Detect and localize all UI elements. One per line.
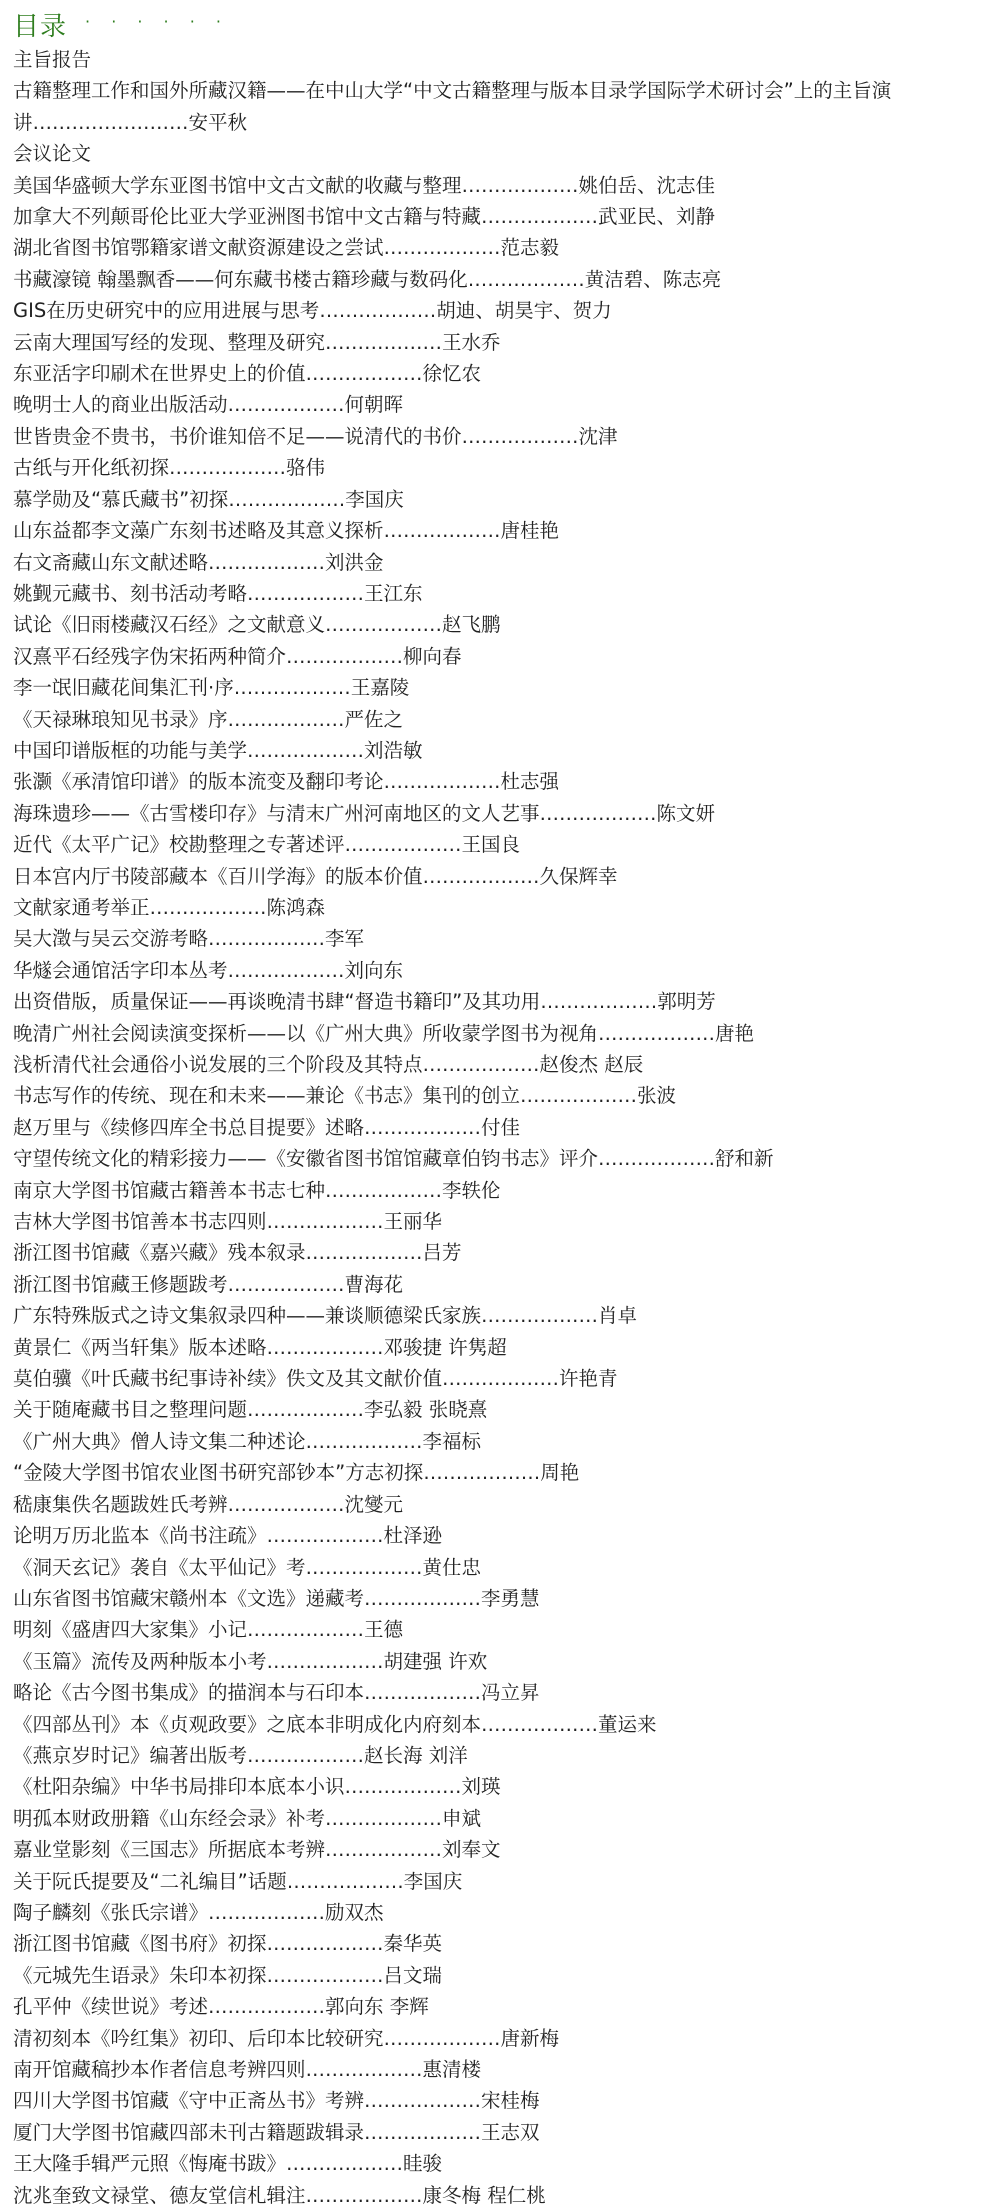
toc-entry xyxy=(13,1394,983,1425)
toc-entry-link[interactable]: 《玉篇》流传及两种版本小考………………胡建强 许欢 xyxy=(13,1649,488,1673)
toc-entry-link[interactable]: 赵万里与《续修四库全书总目提要》述略………………付佳 xyxy=(13,1115,521,1139)
toc-entry xyxy=(13,1771,983,1802)
toc-entry-link[interactable]: 浙江图书馆藏《图书府》初探………………秦华英 xyxy=(13,1932,443,1956)
toc-entry xyxy=(13,766,983,797)
toc-entry-link[interactable]: 黄景仁《两当轩集》版本述略………………邓骏捷 许隽超 xyxy=(13,1335,507,1359)
toc-entry xyxy=(13,1960,983,1991)
toc-entry xyxy=(13,1175,983,1206)
toc-entry xyxy=(13,1520,983,1551)
toc-entry-link[interactable]: 《广州大典》僧人诗文集二种述论………………李福标 xyxy=(13,1429,482,1453)
toc-entry xyxy=(13,2148,983,2179)
toc-entry-link[interactable]: 晚明士人的商业出版活动………………何朝晖 xyxy=(13,393,404,417)
toc-entry-link[interactable]: 略论《古今图书集成》的描润本与石印本………………冯立昇 xyxy=(13,1681,540,1705)
toc-entry xyxy=(13,547,983,578)
toc-entry-link[interactable]: 《洞天玄记》袭自《太平仙记》考………………黄仕忠 xyxy=(13,1555,482,1579)
toc-entry-link[interactable]: 浙江图书馆藏王修题跋考………………曹海花 xyxy=(13,1272,404,1296)
toc-entry-link[interactable]: 浅析清代社会通俗小说发展的三个阶段及其特点………………赵俊杰 赵辰 xyxy=(13,1053,644,1076)
toc-entry xyxy=(13,264,983,295)
toc-entry xyxy=(13,1897,983,1928)
toc-entry-link[interactable]: 山东省图书馆藏宋赣州本《文选》递藏考………………李勇慧 xyxy=(13,1586,540,1610)
toc-title: 目录 xyxy=(13,12,68,42)
toc-entry-link[interactable]: 华燧会通馆活字印本丛考………………刘向东 xyxy=(13,958,404,982)
toc-entry xyxy=(13,515,983,546)
toc-entry-link[interactable]: 古纸与开化纸初探………………骆伟 xyxy=(13,456,326,480)
toc-entry-link[interactable]: 明刻《盛唐四大家集》小记………………王德 xyxy=(13,1618,404,1642)
toc-entry-link[interactable]: “金陵大学图书馆农业图书研究部钞本”方志初探………………周艳 xyxy=(13,1461,580,1485)
toc-entry xyxy=(13,1457,983,1488)
toc-entry-link[interactable]: 海珠遗珍——《古雪楼印存》与清末广州河南地区的文人艺事………………陈文妍 xyxy=(13,801,716,825)
toc-entry xyxy=(13,1803,983,1834)
toc-entry-link[interactable]: 清初刻本《吟红集》初印、后印本比较研究………………唐新梅 xyxy=(13,2026,560,2050)
toc-entry xyxy=(13,421,983,452)
toc-entry-link[interactable]: 南京大学图书馆藏古籍善本书志七种………………李轶伦 xyxy=(13,1178,501,1202)
toc-entry xyxy=(13,1740,983,1771)
toc-entry xyxy=(13,1426,983,1457)
toc-entry-link[interactable]: 《元城先生语录》朱印本初探………………吕文瑞 xyxy=(13,1963,443,1987)
toc-entry xyxy=(13,955,983,986)
toc-entry xyxy=(13,1363,983,1394)
toc-entry xyxy=(13,1583,983,1614)
toc-entry xyxy=(13,75,913,138)
toc-entry xyxy=(13,986,983,1017)
toc-entry xyxy=(13,484,983,515)
toc-entry-link[interactable]: 加拿大不列颠哥伦比亚大学亚洲图书馆中文古籍与特藏………………武亚民、刘静 xyxy=(13,205,716,229)
toc-entry xyxy=(13,1143,983,1174)
toc-entry xyxy=(13,327,983,358)
toc-entry xyxy=(13,1269,983,1300)
toc-entry-link[interactable]: 嘉业堂影刻《三国志》所据底本考辨………………刘奉文 xyxy=(13,1838,501,1862)
toc-entry-link[interactable]: 南开馆藏稿抄本作者信息考辨四则………………惠清楼 xyxy=(13,2058,482,2081)
toc-entry xyxy=(13,389,983,420)
toc-entry-link[interactable]: 汉熹平石经残字伪宋拓两种简介………………柳向春 xyxy=(13,644,462,668)
toc-entry xyxy=(13,1237,983,1268)
toc-entry-link[interactable]: 日本宫内厅书陵部藏本《百川学海》的版本价值………………久保辉幸 xyxy=(13,864,618,888)
toc-entry xyxy=(13,1646,983,1677)
toc-entry xyxy=(13,735,983,766)
toc-section-heading: 主旨报告 xyxy=(13,48,92,71)
toc-entry-link[interactable]: 明孤本财政册籍《山东经会录》补考………………申斌 xyxy=(13,1806,482,1830)
toc-entry-link[interactable]: 山东益都李文藻广东刻书述略及其意义探析………………唐桂艳 xyxy=(13,519,560,543)
toc-entry xyxy=(13,1112,983,1143)
toc-entry xyxy=(13,1709,983,1740)
toc-entry xyxy=(13,1677,983,1708)
toc-entry xyxy=(13,1018,983,1049)
toc-entry-link[interactable]: 文献家通考举正………………陈鸿森 xyxy=(13,895,326,919)
toc-entry-link[interactable]: 关于随庵藏书目之整理问题………………李弘毅 张晓熹 xyxy=(13,1398,488,1422)
toc-entry-link[interactable]: 守望传统文化的精彩接力——《安徽省图书馆馆藏章伯钧书志》评介………………舒和新 xyxy=(13,1147,774,1171)
toc-entry xyxy=(13,1834,983,1865)
toc-entry xyxy=(13,1928,983,1959)
toc-entry xyxy=(13,1049,983,1080)
toc-entry-link[interactable]: 近代《太平广记》校勘整理之专著述评………………王国良 xyxy=(13,833,521,857)
toc-entry-link[interactable]: 姚觐元藏书、刻书活动考略………………王江东 xyxy=(13,581,423,605)
toc-entry xyxy=(13,641,983,672)
toc-title-dots: · · · · · · xyxy=(85,12,229,31)
toc-entry xyxy=(13,232,983,263)
toc-entry-link[interactable]: 云南大理国写经的发现、整理及研究………………王水乔 xyxy=(13,330,501,354)
toc-section-heading: 会议论文 xyxy=(13,142,92,166)
toc-entry xyxy=(13,1300,983,1331)
toc-entry-link[interactable]: 厦门大学图书馆藏四部未刊古籍题跋辑录………………王志双 xyxy=(13,2120,540,2144)
toc-entry xyxy=(13,201,983,232)
toc-entry xyxy=(13,2054,983,2085)
toc-entry-link[interactable]: 陶子麟刻《张氏宗谱》………………励双杰 xyxy=(13,1900,384,1924)
toc-entry xyxy=(13,2085,983,2116)
toc-entry xyxy=(13,2180,983,2211)
toc-entry-link[interactable]: 嵇康集佚名题跋姓氏考辨………………沈燮元 xyxy=(13,1492,404,1516)
toc-entry xyxy=(13,798,983,829)
toc-entry-link[interactable]: 中国印谱版框的功能与美学………………刘浩敏 xyxy=(13,738,423,762)
toc-entry xyxy=(13,1614,983,1645)
toc-entry xyxy=(13,170,983,201)
toc-entry-link[interactable]: 湖北省图书馆鄂籍家谱文献资源建设之尝试………………范志毅 xyxy=(13,236,560,260)
toc-entry-link[interactable]: 沈兆奎致文禄堂、德友堂信札辑注………………康冬梅 程仁桃 xyxy=(13,2183,546,2207)
toc-list xyxy=(13,44,983,2211)
toc-entry xyxy=(13,1489,983,1520)
toc-entry-link[interactable]: 晚清广州社会阅读演变探析——以《广州大典》所收蒙学图书为视角………………唐艳 xyxy=(13,1021,755,1045)
toc-entry xyxy=(13,829,983,860)
toc-entry-link[interactable]: 书藏濠镜 翰墨飘香——何东藏书楼古籍珍藏与数码化………………黄洁碧、陈志亮 xyxy=(13,267,722,291)
toc-entry xyxy=(13,861,983,892)
toc-entry xyxy=(13,609,983,640)
toc-entry xyxy=(13,2023,983,2054)
toc-entry xyxy=(13,672,983,703)
toc-entry xyxy=(13,358,983,389)
toc-entry-link[interactable]: 东亚活字印刷术在世界史上的价值………………徐忆农 xyxy=(13,362,482,386)
toc-entry xyxy=(13,704,983,735)
toc-entry xyxy=(13,295,983,326)
toc-entry-link[interactable]: 出资借版，质量保证——再谈晚清书肆“督造书籍印”及其功用………………郭明芳 xyxy=(13,990,716,1014)
toc-entry-link[interactable]: 吉林大学图书馆善本书志四则………………王丽华 xyxy=(13,1210,443,1234)
toc-entry-link[interactable]: 世皆贵金不贵书，书价谁知倍不足——说清代的书价………………沈津 xyxy=(13,424,618,448)
toc-entry xyxy=(13,923,983,954)
toc-entry-link[interactable]: 右文斋藏山东文献述略………………刘洪金 xyxy=(13,550,384,574)
toc-entry-link[interactable]: 论明万历北监本《尚书注疏》………………杜泽逊 xyxy=(13,1524,443,1548)
toc-entry-link[interactable]: 四川大学图书馆藏《守中正斋丛书》考辨………………宋桂梅 xyxy=(13,2089,540,2113)
toc-entry xyxy=(13,2117,983,2148)
toc-entry xyxy=(13,1991,983,2022)
toc-entry-link[interactable]: 试论《旧雨楼藏汉石经》之文献意义………………赵飞鹏 xyxy=(13,613,501,637)
toc-entry xyxy=(13,578,983,609)
toc-entry-link[interactable]: 慕学勋及“慕氏藏书”初探………………李国庆 xyxy=(13,487,404,511)
toc-entry-link[interactable]: 王大隆手辑严元照《悔庵书跋》………………眭骏 xyxy=(13,2152,443,2176)
toc-entry xyxy=(13,1206,983,1237)
toc-entry-link[interactable]: 吴大澂与吴云交游考略………………李军 xyxy=(13,927,365,951)
toc-entry-link[interactable]: 关于阮氏提要及“二礼编目”话题………………李国庆 xyxy=(13,1869,463,1893)
toc-entry xyxy=(13,1866,983,1897)
toc-entry-link[interactable]: 美国华盛顿大学东亚图书馆中文古文献的收藏与整理………………姚伯岳、沈志佳 xyxy=(13,173,716,197)
toc-entry-link[interactable]: 《四部丛刊》本《贞观政要》之底本非明成化内府刻本………………董运来 xyxy=(13,1712,657,1736)
toc-entry-link[interactable]: 《燕京岁时记》编著出版考………………赵长海 刘洋 xyxy=(13,1743,468,1767)
toc-entry xyxy=(13,1552,983,1583)
toc-entry-link[interactable]: 莫伯骥《叶氏藏书纪事诗补续》佚文及其文献价值………………许艳青 xyxy=(13,1367,618,1391)
toc-entry xyxy=(13,1332,983,1363)
toc-entry-link[interactable]: 《杜阳杂编》中华书局排印本底本小识………………刘瑛 xyxy=(13,1775,501,1799)
toc-entry-link[interactable]: GIS在历史研究中的应用进展与思考………………胡迪、胡昊宇、贺力 xyxy=(13,299,612,323)
toc-entry xyxy=(13,1080,983,1111)
toc-entry-link[interactable]: 《天禄琳琅知见书录》序………………严佐之 xyxy=(13,707,404,731)
toc-entry xyxy=(13,892,983,923)
toc-header xyxy=(13,6,983,44)
toc-entry-link[interactable]: 李一氓旧藏花间集汇刊·序………………王嘉陵 xyxy=(13,676,410,700)
toc-entry-link[interactable]: 古籍整理工作和国外所藏汉籍——在中山大学“中文古籍整理与版本目录学国际学术研讨会”上的主旨演讲……………………安平秋 xyxy=(13,79,892,134)
toc-entry xyxy=(13,452,983,483)
toc-entry-link[interactable]: 浙江图书馆藏《嘉兴藏》残本叙录………………吕芳 xyxy=(13,1241,462,1265)
toc-entry-link[interactable]: 张灏《承清馆印谱》的版本流变及翻印考论………………杜志强 xyxy=(13,770,560,794)
toc-entry-link[interactable]: 孔平仲《续世说》考述………………郭向东 李辉 xyxy=(13,1995,429,2019)
toc-entry-link[interactable]: 书志写作的传统、现在和未来——兼论《书志》集刊的创立………………张波 xyxy=(13,1084,677,1108)
toc-entry-link[interactable]: 广东特殊版式之诗文集叙录四种——兼谈顺德梁氏家族………………肖卓 xyxy=(13,1304,638,1328)
